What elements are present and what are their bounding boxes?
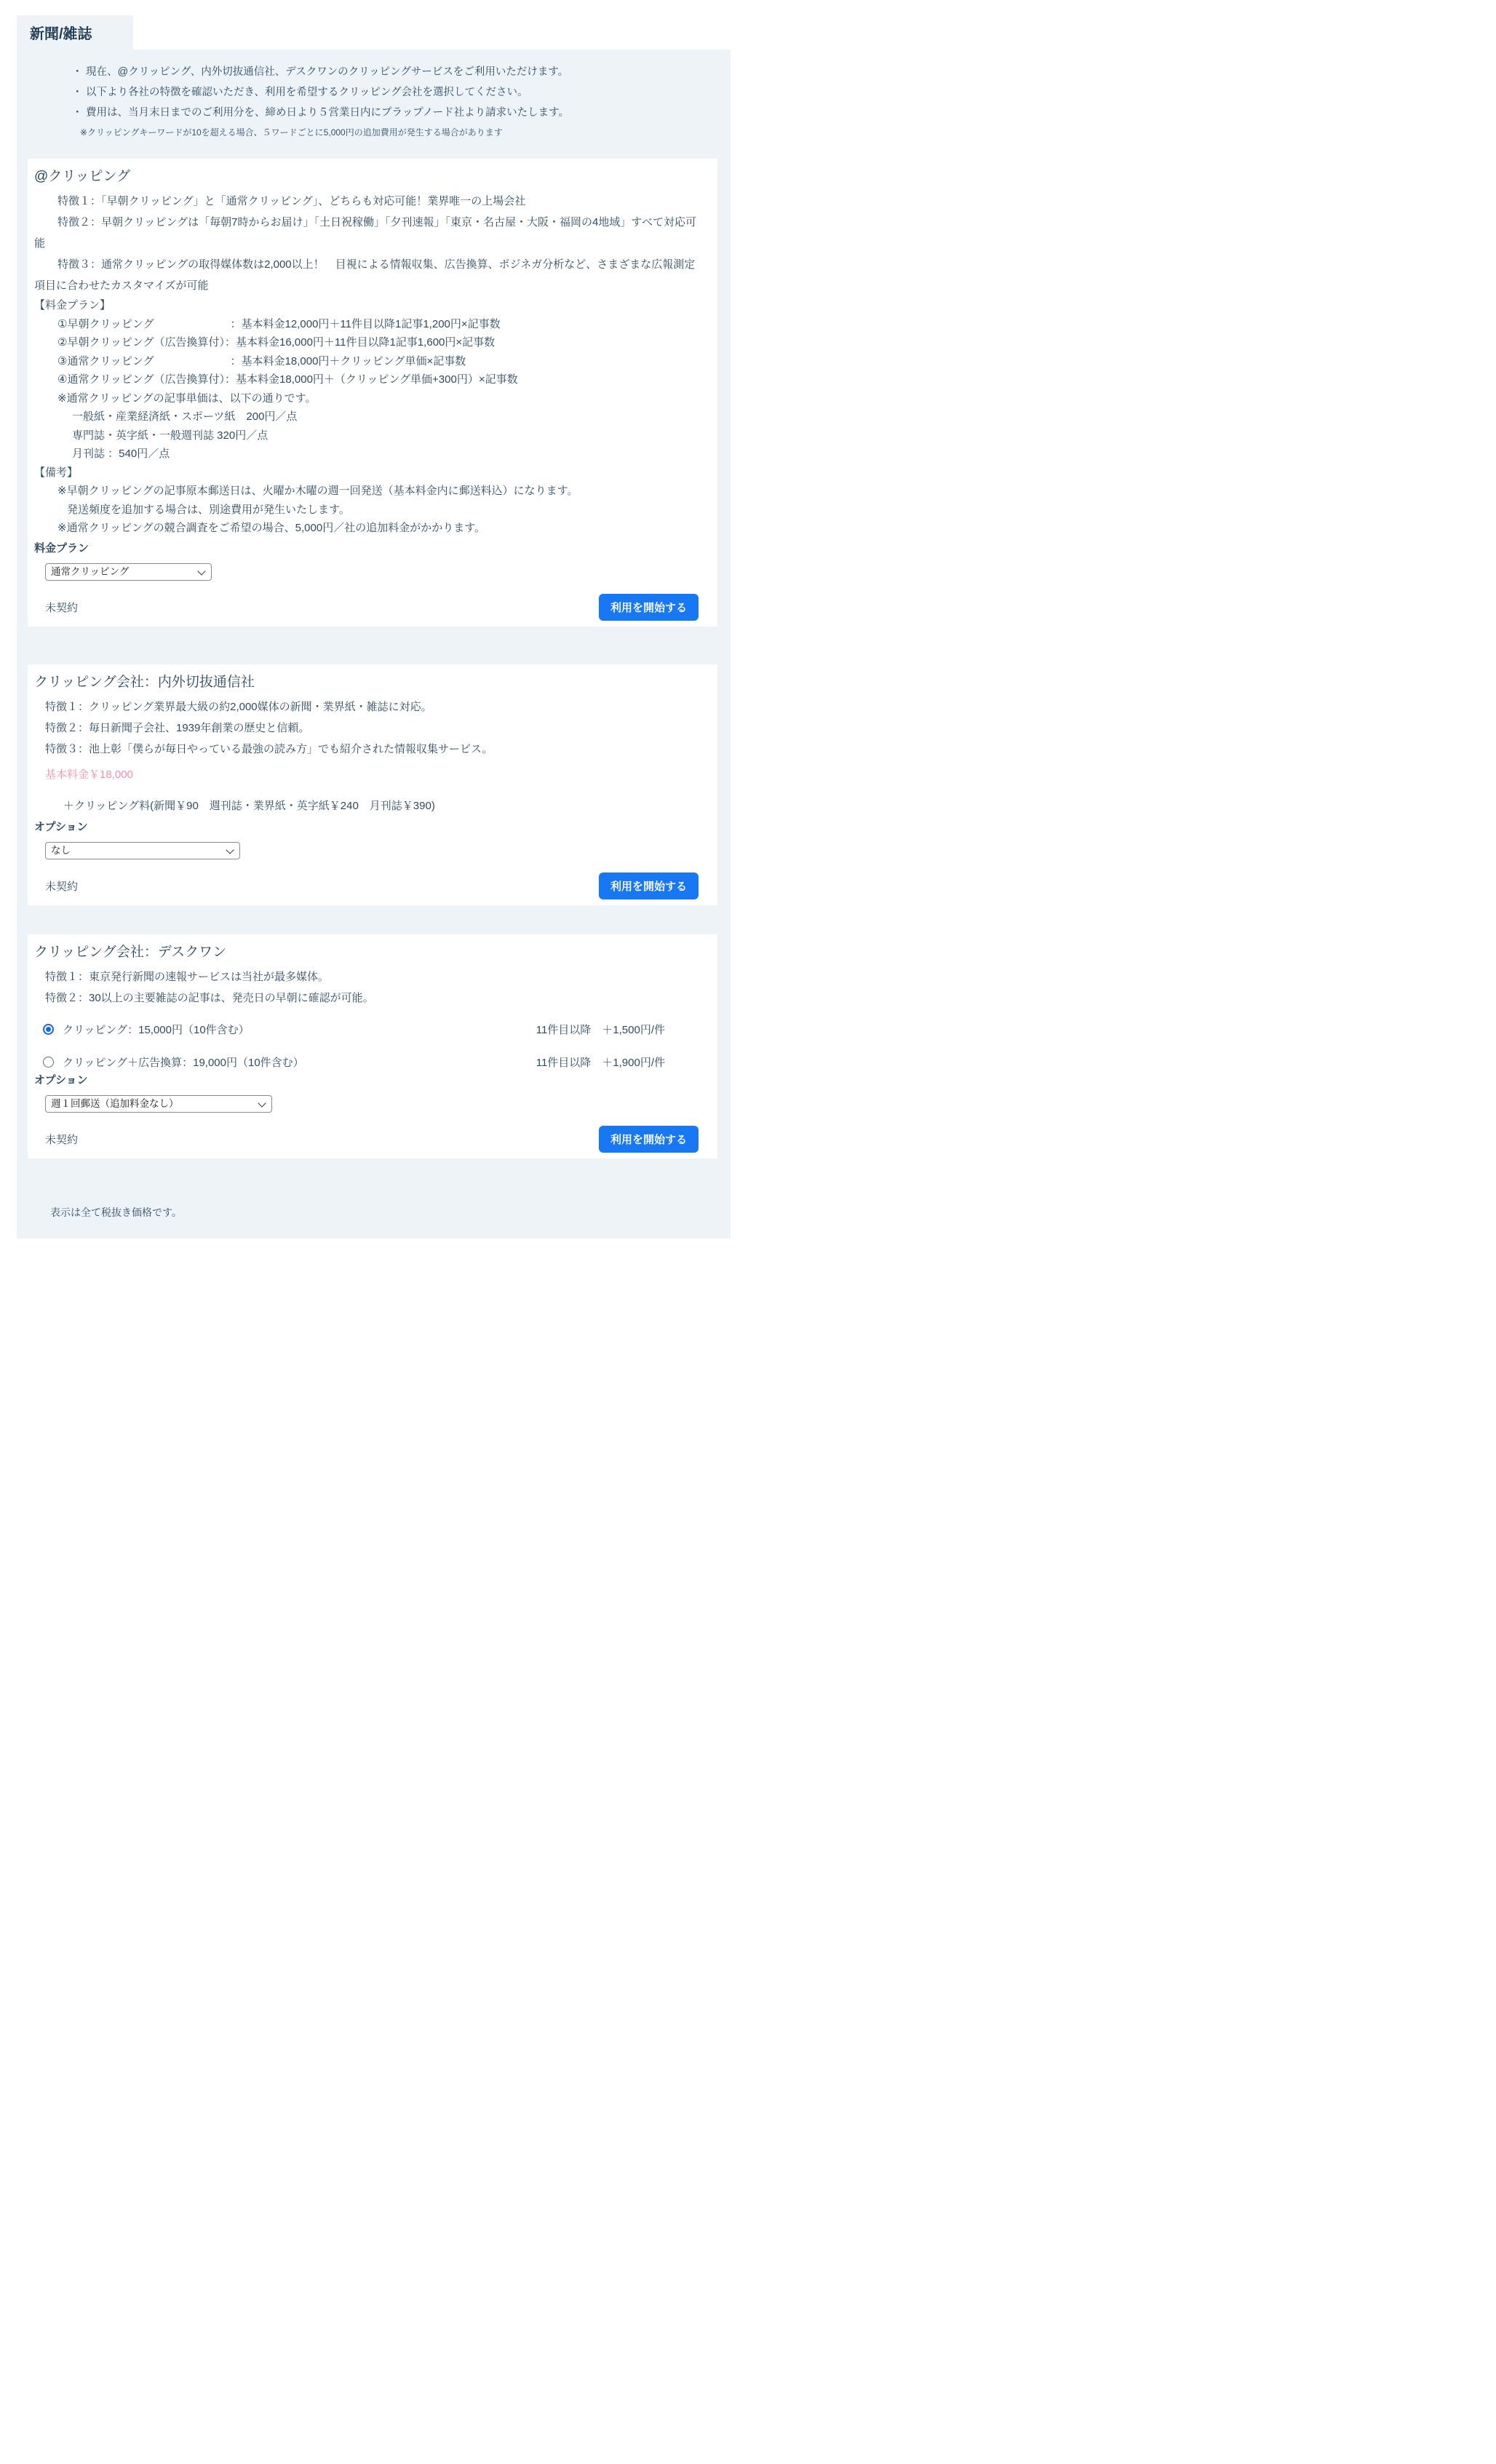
feature-line: 特徴１：「早朝クリッピング」と「通常クリッピング」、どちらも対応可能！業界唯一の上場会社: [57, 195, 526, 207]
feature-line: 特徴２：毎日新聞子会社、1939年創業の歴史と信頼。: [45, 721, 310, 734]
radio-button-unselected-icon[interactable]: [43, 1057, 54, 1068]
option-select-label: オプション: [34, 820, 88, 833]
intro-bullet: ・ 費用は、当月末日までのご利用分を、締め日より５営業日内にプラップノード社より請求いたします。: [72, 106, 731, 120]
base-price: 基本料金￥18,000: [45, 768, 133, 781]
page-title-tab: [17, 15, 133, 49]
card-at-clipping: [28, 159, 717, 627]
intro-bullet: ・ 以下より各社の特徴を確認いただき、利用を希望するクリッピング会社を選択してください。: [72, 86, 731, 100]
intro-bullet: ・ 現在、@クリッピング、内外切抜通信社、デスクワンのクリッピングサービスをご利用いただけます。: [72, 65, 731, 79]
intro-note: ※クリッピングキーワードが10を超える場合、５ワードごとに5,000円の追加費用が発生する場合があります: [80, 127, 503, 138]
radio-button-selected-icon[interactable]: [43, 1024, 54, 1035]
start-service-button[interactable]: 利用を開始する: [599, 873, 699, 899]
contract-status: 未契約: [45, 1133, 79, 1146]
card-title: クリッピング会社：内外切抜通信社: [34, 674, 255, 690]
unit-price-note: ※通常クリッピングの記事単価は、以下の通りです。: [57, 392, 317, 405]
feature-line: 特徴３：池上彰「僕らが毎日やっている最強の読み方」でも紹介された情報収集サービス。: [45, 742, 493, 755]
card-title: @クリッピング: [34, 169, 131, 184]
feature-line: 特徴２：30以上の主要雑誌の記事は、発売日の早朝に確認が可能。: [45, 991, 374, 1004]
start-service-button[interactable]: 利用を開始する: [599, 594, 699, 621]
feature-list: [34, 191, 705, 296]
plan-select[interactable]: [45, 563, 212, 581]
plan-line: ④通常クリッピング（広告換算付）：基本料金18,000円＋（クリッピング単価+300円）×記事数: [57, 373, 518, 386]
radio-option-extra: 11件目以降 ＋1,500円/件: [536, 1023, 665, 1036]
option-select[interactable]: [45, 1095, 272, 1113]
card-footer: [34, 873, 705, 899]
card-title: クリッピング会社：デスクワン: [34, 944, 227, 960]
feature-list: [34, 696, 705, 760]
unit-price-line: 一般紙・産業経済紙・スポーツ紙 200円／点: [72, 410, 298, 423]
unit-price-line: 月刊誌 ：540円／点: [72, 448, 170, 460]
feature-line: 特徴３：通常クリッピングの取得媒体数は2,000以上！ 目視による情報収集、広告換算、ポジネガ分析など、さまざまな広報測定項目に合わせたカスタマイズが可能: [34, 258, 696, 292]
feature-line: 特徴１：東京発行新聞の速報サービスは当社が最多媒体。: [45, 970, 330, 983]
remark-line: ※早朝クリッピングの記事原本郵送日は、火曜か木曜の週一回発送（基本料金内に郵送料込）になります。: [57, 485, 578, 497]
plan-line: ①早朝クリッピング ：基本料金12,000円＋11件目以降1記事1,200円×記事数: [57, 317, 501, 330]
feature-list: [34, 966, 705, 1009]
radio-option-label: クリッピング＋広告換算：19,000円（10件含む）: [63, 1056, 304, 1069]
plan-radio-row[interactable]: [43, 1054, 705, 1070]
remark-line: 発送頻度を追加する場合は、別途費用が発生いたします。: [67, 503, 350, 516]
contract-status: 未契約: [45, 601, 79, 614]
main-panel: [17, 49, 731, 1239]
plan-line: ②早朝クリッピング（広告換算付）：基本料金16,000円＋11件目以降1記事1,600円×記事数: [57, 336, 496, 349]
clipping-fee-line: ＋クリッピング料(新聞￥90 週刊誌・業界紙・英字紙￥240 月刊誌￥390): [63, 799, 435, 812]
plan-radio-row[interactable]: [43, 1022, 705, 1037]
card-footer: [34, 594, 705, 621]
contract-status: 未契約: [45, 880, 79, 893]
radio-option-label: クリッピング：15,000円（10件含む）: [63, 1023, 250, 1036]
feature-line: 特徴１：クリッピング業界最大級の約2,000媒体の新聞・業界紙・雑誌に対応。: [45, 700, 432, 713]
plan-select-label: 料金プラン: [34, 541, 89, 555]
start-service-button[interactable]: 利用を開始する: [599, 1126, 699, 1153]
plan-line: ③通常クリッピング ：基本料金18,000円＋クリッピング単価×記事数: [57, 354, 466, 367]
remark-line: ※通常クリッピングの競合調査をご希望の場合、5,000円／社の追加料金がかかります。: [57, 522, 486, 534]
option-select[interactable]: [45, 842, 240, 859]
option-select-label: オプション: [34, 1073, 88, 1086]
feature-line: 特徴２：早朝クリッピングは「毎朝7時からお届け」「土日祝稼働」「夕刊速報」「東京・名古屋・大阪・福岡の4地域」すべて対応可能: [34, 216, 696, 250]
page-title: 新聞/雑誌: [30, 26, 92, 42]
card-deskone: [28, 934, 717, 1159]
tax-note: 表示は全て税抜き価格です。: [50, 1206, 182, 1218]
radio-option-extra: 11件目以降 ＋1,900円/件: [536, 1056, 665, 1069]
plan-section-header: 【料金プラン】: [34, 299, 111, 311]
intro-section: [17, 64, 731, 138]
remarks-section-header: 【備考】: [34, 466, 79, 479]
card-naigai: [28, 664, 717, 905]
card-footer: [34, 1126, 705, 1153]
unit-price-line: 専門誌・英字紙・一般週刊誌 320円／点: [72, 429, 268, 442]
